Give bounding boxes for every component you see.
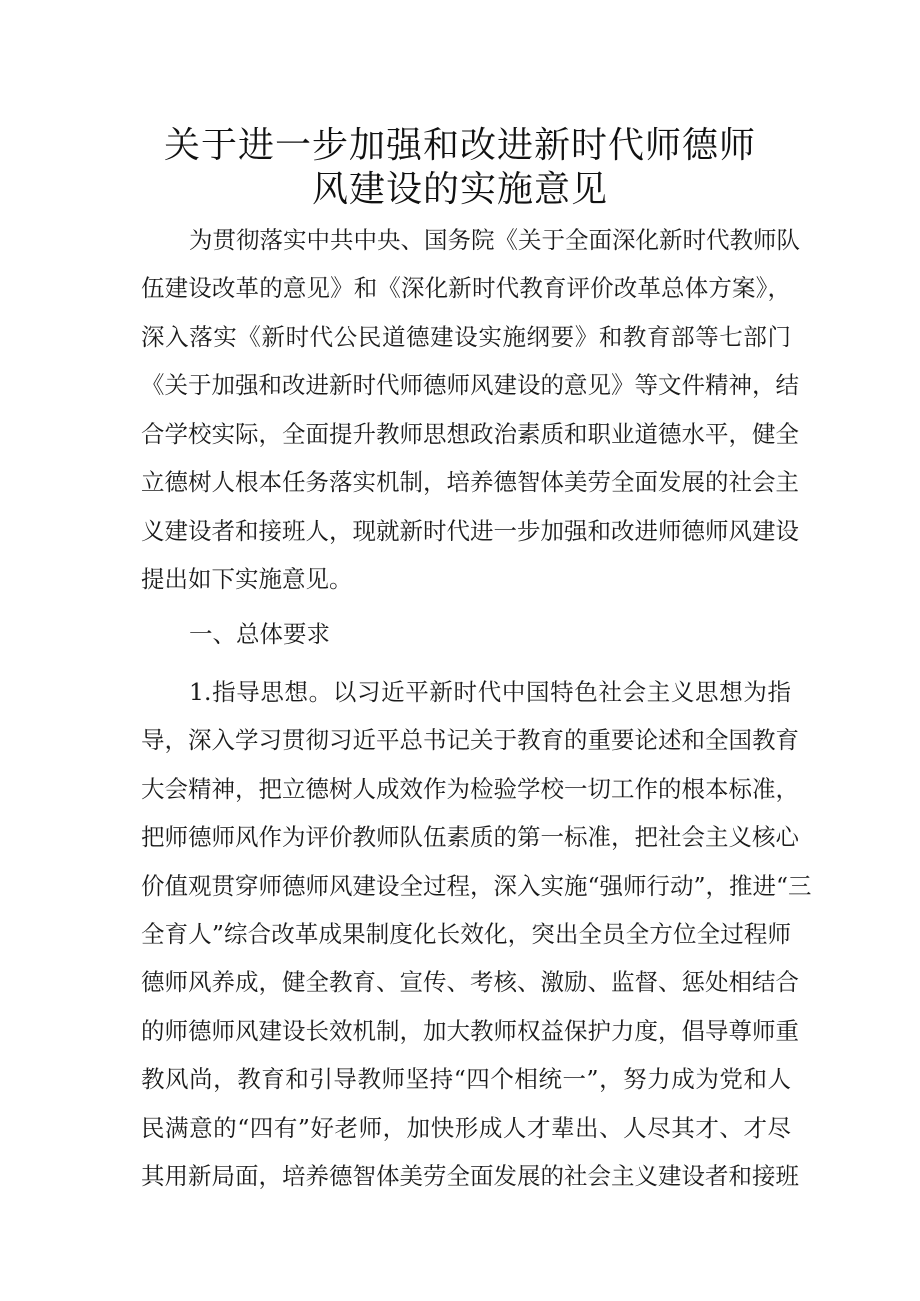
intro-line: 立德树人根本任务落实机制，培养德智体美劳全面发展的社会主 — [141, 468, 799, 496]
paragraph-line: 导，深入学习贯彻习近平总书记关于教育的重要论述和全国教育 — [141, 726, 799, 754]
intro-line: 义建设者和接班人，现就新时代进一步加强和改进师德师风建设 — [141, 517, 799, 545]
intro-line: 合学校实际，全面提升教师思想政治素质和职业道德水平，健全 — [141, 420, 799, 448]
paragraph-line: 1.指导思想。以习近平新时代中国特色社会主义思想为指 — [189, 678, 791, 706]
paragraph-line: 大会精神，把立德树人成效作为检验学校一切工作的根本标准， — [141, 775, 799, 803]
paragraph-line: 全育人”综合改革成果制度化长效化，突出全员全方位全过程师 — [141, 920, 791, 948]
paragraph-line: 民满意的“四有”好老师，加快形成人才辈出、人尽其才、才尽 — [141, 1114, 791, 1142]
intro-line: 深入落实《新时代公民道德建设实施纲要》和教育部等七部门 — [141, 323, 791, 351]
intro-line: 《关于加强和改进新时代师德师风建设的意见》等文件精神，结 — [141, 371, 799, 399]
paragraph-line: 德师风养成，健全教育、宣传、考核、激励、监督、惩处相结合 — [141, 968, 799, 996]
document-title-line-1: 关于进一步加强和改进新时代师德师 — [163, 125, 756, 166]
section-heading: 一、总体要求 — [189, 620, 330, 648]
intro-line: 提出如下实施意见。 — [141, 565, 353, 593]
paragraph-line: 教风尚，教育和引导教师坚持“四个相统一”，努力成为党和人 — [141, 1065, 791, 1093]
paragraph-line: 价值观贯穿师德师风建设全过程，深入实施“强师行动”，推进“三 — [141, 872, 812, 900]
paragraph-line: 把师德师风作为评价教师队伍素质的第一标准，把社会主义核心 — [141, 823, 799, 851]
document-title-line-2: 风建设的实施意见 — [311, 169, 608, 210]
intro-line: 为贯彻落实中共中央、国务院《关于全面深化新时代教师队 — [189, 226, 800, 254]
paragraph-line: 其用新局面，培养德智体美劳全面发展的社会主义建设者和接班 — [141, 1162, 799, 1190]
paragraph-line: 的师德师风建设长效机制，加大教师权益保护力度，倡导尊师重 — [141, 1017, 799, 1045]
intro-line: 伍建设改革的意见》和《深化新时代教育评价改革总体方案》， — [141, 274, 791, 302]
